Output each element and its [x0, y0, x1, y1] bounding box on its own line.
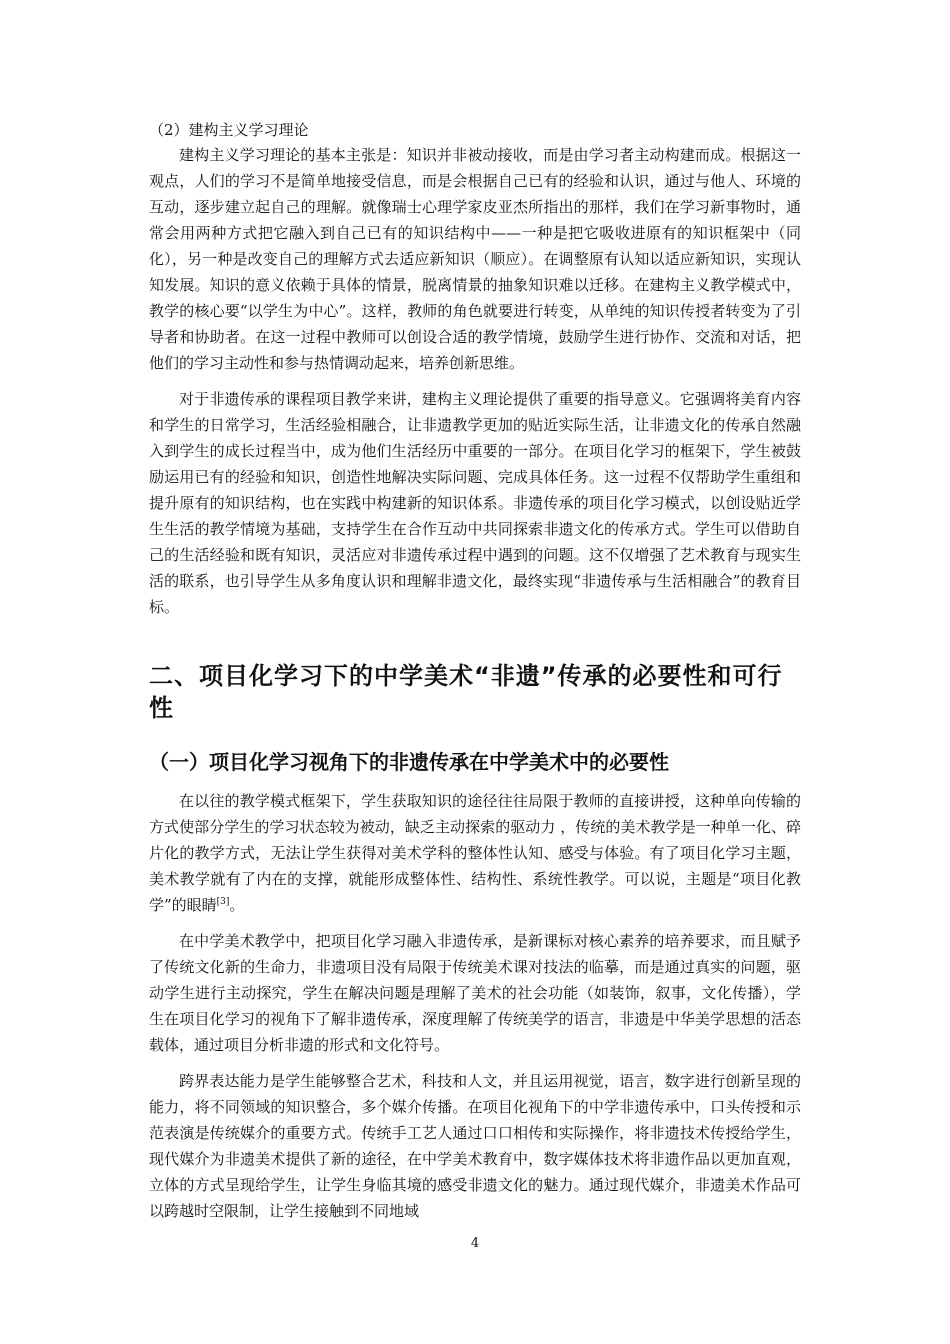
paragraph-constructivism: 建构主义学习理论的基本主张是：知识并非被动接收，而是由学习者主动构建而成。根据这一观点，人们的学习不是简单地接受信息，而是会根据自己已有的经验和认识，通过与他人、环境的互动，逐步建立起自己的理解。就像瑞士心理学家皮亚杰所指出的那样，我们在学习新事物时，通常会用两种方式把它融入到自己已有的知识结构中——一种是把它吸收进原有的知识框架中（同化），另一种是改变自己的理解方式去适应新知识（顺应）。在调整原有认知以适应新知识，实现认知发展。知识的意义依赖于具体的情景，脱离情景的抽象知识难以迁移。在建构主义教学模式中，教学的核心要“以学生为中心”。这样，教师的角色就要进行转变，从单纯的知识传授者转变为了引导者和协助者。在这一过程中教师可以创设合适的教学情境，鼓励学生进行协作、交流和对话，把他们的学习主动性和参与热情调动起来，培养创新思维。: [149, 146, 801, 372]
page-number: 4: [470, 1236, 480, 1251]
paragraph-cross-media: 跨界表达能力是学生能够整合艺术，科技和人文，并且运用视觉，语言，数字进行创新呈现的能力，将不同领域的知识整合，多个媒介传播。在项目化视角下的中学非遗传承中，口头传授和示范表演是传统媒介的重要方式。传统手工艺人通过口口相传和实际操作，将非遗技术传授给学生，现代媒介为非遗美术提供了新的途径，在中学美术教育中，数字媒体技术将非遗作品以更加直观，立体的方式呈现给学生，让学生身临其境的感受非遗文化的魅力。通过现代媒介，非遗美术作品可以跨越时空限制，让学生接触到不同地域: [149, 1072, 801, 1220]
paragraph-heritage-guidance: 对于非遗传承的课程项目教学来讲，建构主义理论提供了重要的指导意义。它强调将美育内容和学生的日常学习，生活经验相融合，让非遗教学更加的贴近实际生活，让非遗文化的传承自然融入到学生的成长过程当中，成为他们生活经历中重要的一部分。在项目化学习的框架下，学生被鼓励运用已有的经验和知识，创造性地解决实际问题、完成具体任务。这一过程不仅帮助学生重组和提升原有的知识结构，也在实践中构建新的知识体系。非遗传承的项目化学习模式，以创设贴近学生生活的教学情境为基础，支持学生在合作互动中共同探索非遗文化的传承方式。学生可以借助自己的生活经验和既有知识，灵活应对非遗传承过程中遇到的问题。这不仅增强了艺术教育与现实生活的联系，也引导学生从多角度认识和理解非遗文化，最终实现“非遗传承与生活相融合”的教育目标。: [149, 390, 801, 616]
paragraph-project-integration: 在中学美术教学中，把项目化学习融入非遗传承，是新课标对核心素养的培养要求，而且赋予了传统文化新的生命力，非遗项目没有局限于传统美术课对技法的临摹，而是通过真实的问题，驱动学生进行主动探究，学生在解决问题是理解了美术的社会功能（如装饰，叙事，文化传播），学生在项目化学习的视角下了解非遗传承，深度理解了传统美学的语言，非遗是中华美学思想的活态载体，通过项目分析非遗的形式和文化符号。: [149, 932, 801, 1054]
citation-ref[interactable]: [3]: [216, 897, 230, 907]
paragraph-end: 。: [229, 896, 245, 914]
subsection-title: （2）建构主义学习理论: [149, 121, 309, 139]
page-content: [149, 118, 801, 1234]
paragraph-traditional-teaching: [149, 788, 801, 918]
paragraph-text: 在以往的教学模式框架下，学生获取知识的途径往往局限于教师的直接讲授，这种单向传输的方式使部分学生的学习状态较为被动，缺乏主动探索的驱动力 ，传统的美术教学是一种单一化、碎片化的教学方式，无法让学生获得对美术学科的整体性认知、感受与体验。有了项目化学习主题，美术教学就有了内在的支撑，就能形成整体性、结构性、系统性教学。可以说，主题是“项目化教学”的眼睛: [149, 792, 801, 914]
chapter-heading: 二、项目化学习下的中学美术“非遗”传承的必要性和可行性: [149, 662, 783, 722]
section-heading: （一）项目化学习视角下的非遗传承在中学美术中的必要性: [149, 750, 669, 774]
